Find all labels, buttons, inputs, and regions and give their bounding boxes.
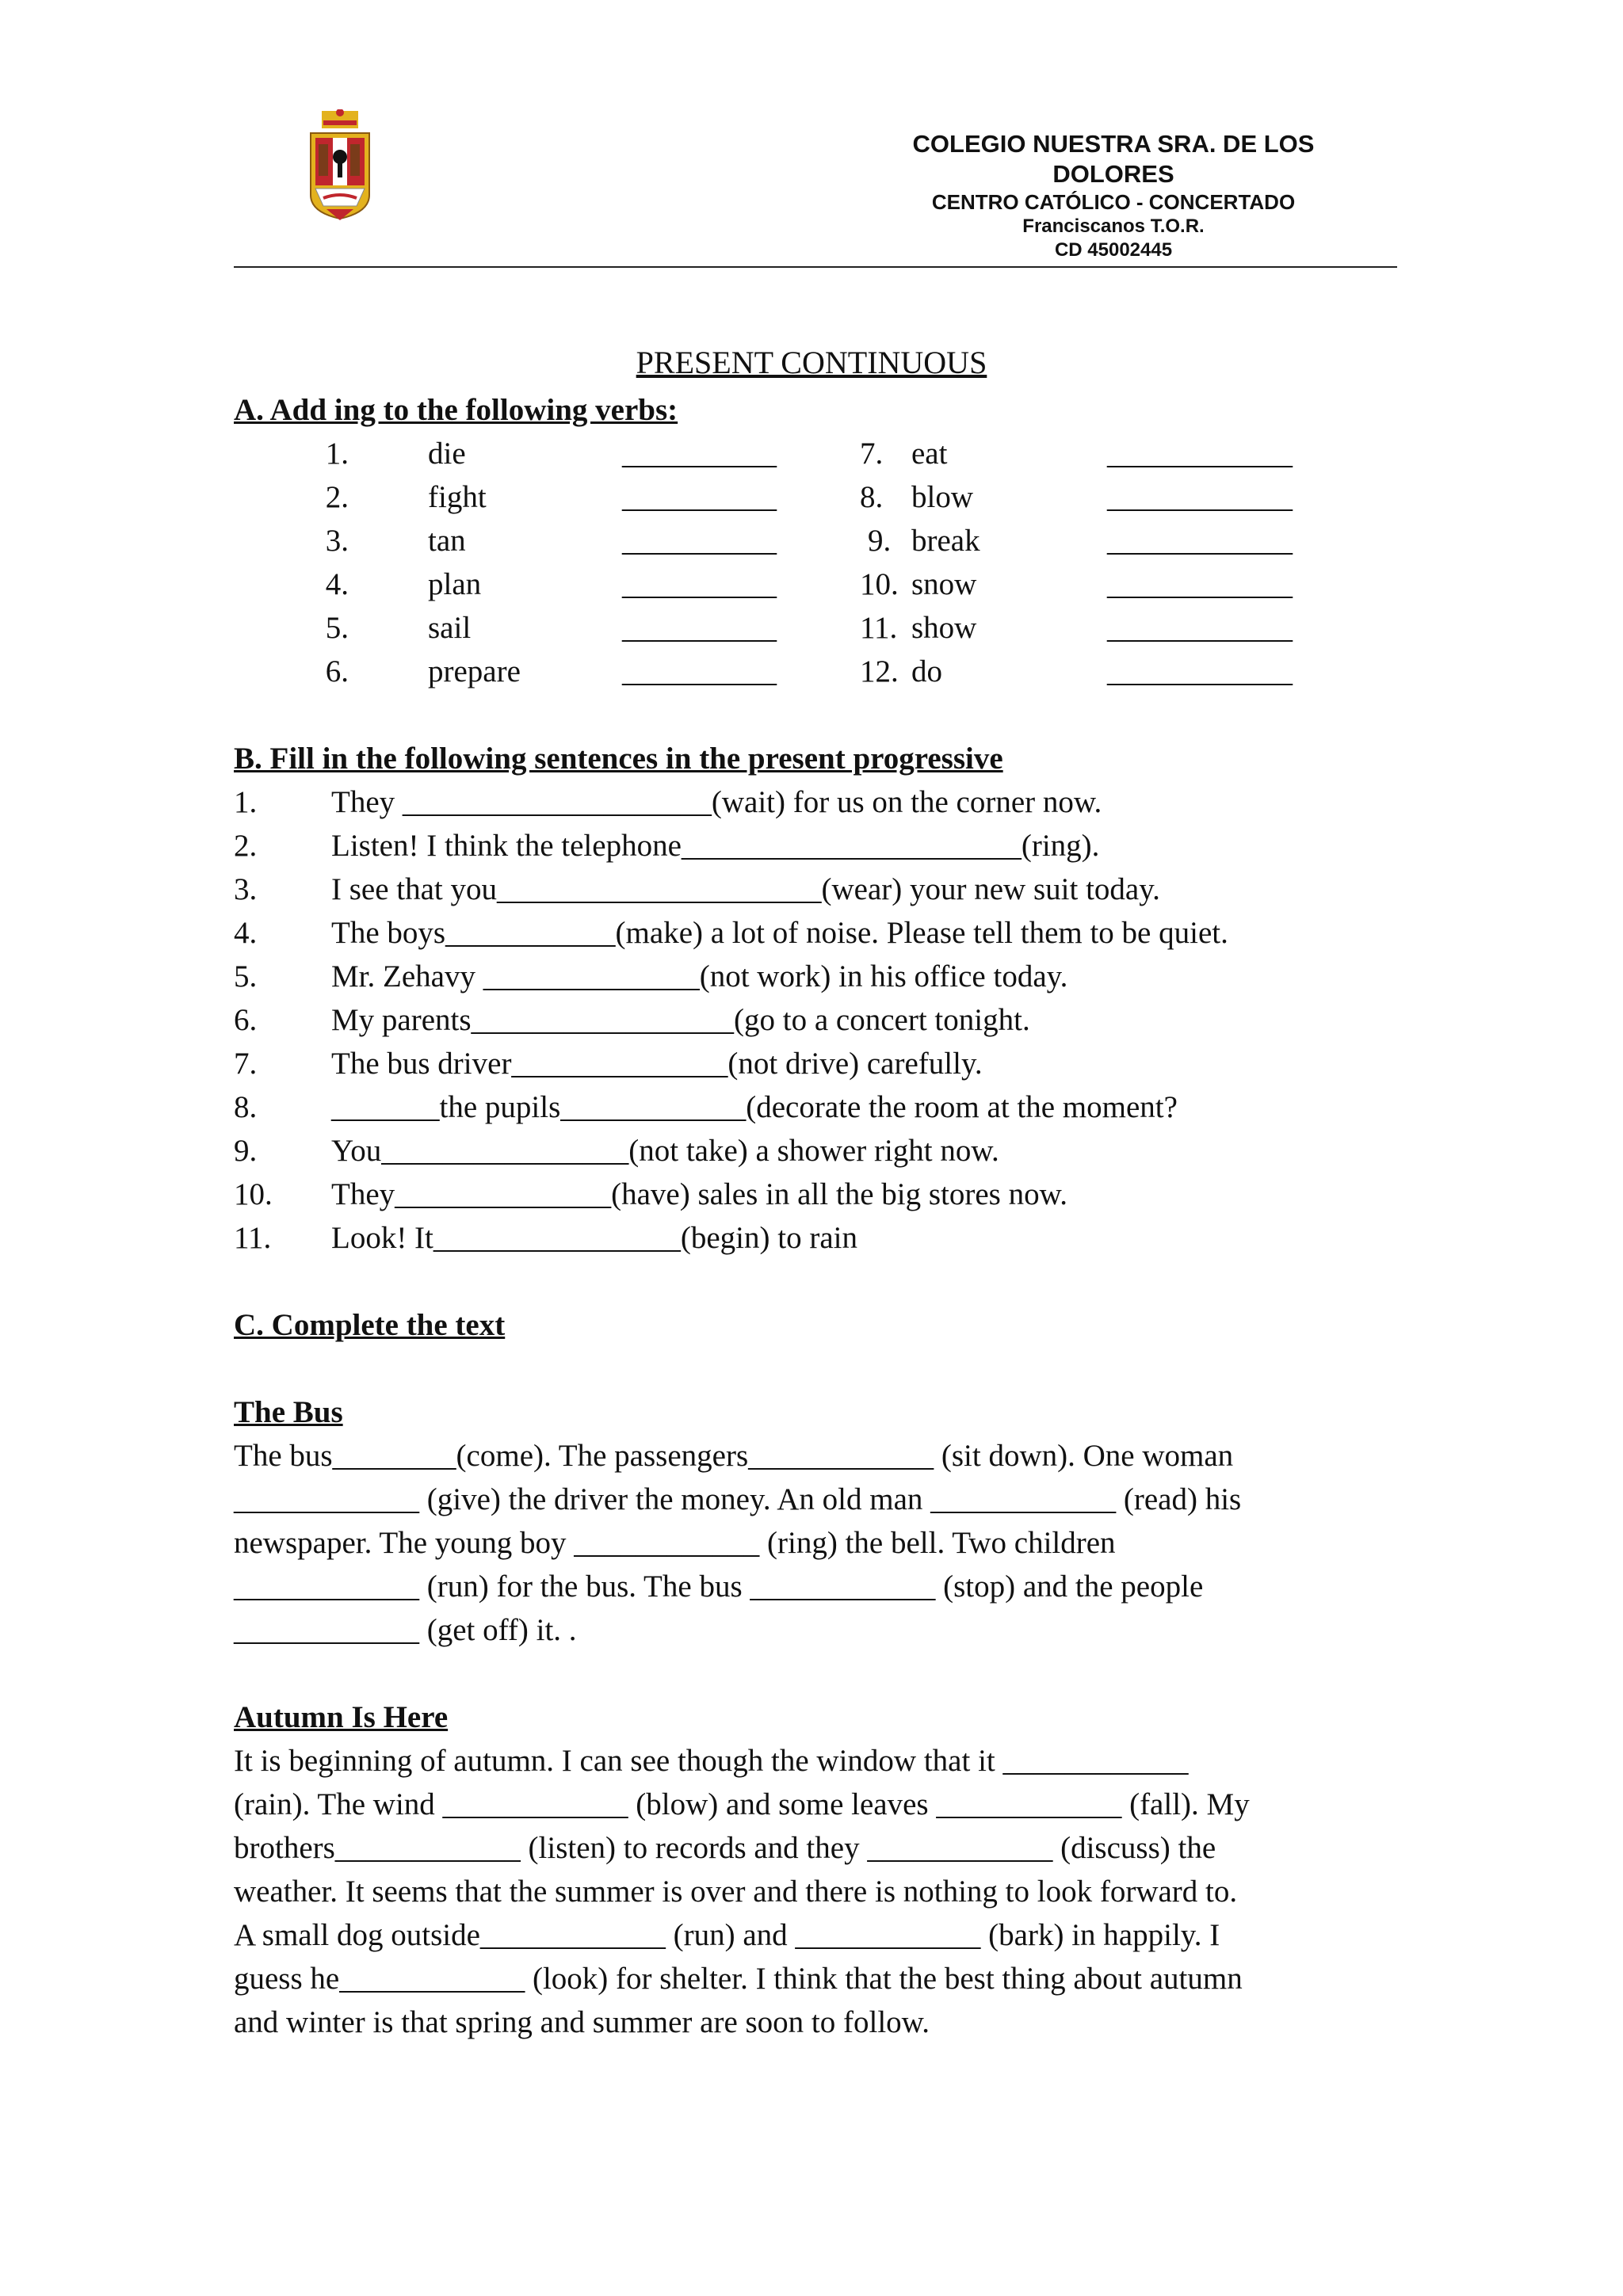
- sentence-text: My parents_________________(go to a concert tonight.: [331, 1003, 1030, 1037]
- sentence-number: 2.: [234, 829, 258, 863]
- verb-word: die: [428, 437, 466, 471]
- verb-number: 11.: [860, 611, 898, 645]
- sentence-item[interactable]: [234, 1216, 1391, 1260]
- autumn-text-line: weather. It seems that the summer is over and there is nothing to look forward to.: [234, 1875, 1238, 1909]
- sentence-text: They______________(have) sales in all the big stores now.: [331, 1177, 1067, 1211]
- verb-word: snow: [911, 567, 977, 601]
- school-order-line: Franciscanos T.O.R.: [1022, 215, 1205, 237]
- school-name-line2: DOLORES: [1052, 160, 1174, 188]
- answer-blank[interactable]: ____________: [1107, 654, 1293, 688]
- answer-blank[interactable]: ____________: [1107, 611, 1293, 645]
- section-c-heading: C. Complete the text: [234, 1308, 506, 1342]
- sentence-item[interactable]: [234, 1085, 1391, 1129]
- autumn-text-line[interactable]: guess he____________ (look) for shelter. I think that the best thing about autumn: [234, 1962, 1243, 1996]
- answer-blank[interactable]: ____________: [1107, 567, 1293, 601]
- sentence-text: Look! It________________(begin) to rain: [331, 1221, 857, 1255]
- verb-word: do: [911, 654, 942, 688]
- bus-text-line[interactable]: newspaper. The young boy ____________ (ring) the bell. Two children: [234, 1526, 1116, 1560]
- sentence-item[interactable]: [234, 998, 1391, 1042]
- verb-number: 8.: [860, 480, 884, 514]
- verb-number: 7.: [860, 437, 884, 471]
- sentence-number: 6.: [234, 1003, 258, 1037]
- school-type-line: CENTRO CATÓLICO - CONCERTADO: [931, 190, 1296, 214]
- sentence-text: You________________(not take) a shower right now.: [331, 1134, 999, 1168]
- answer-blank[interactable]: __________: [622, 611, 777, 645]
- verb-number: 12.: [860, 654, 899, 688]
- school-name-line1: COLEGIO NUESTRA SRA. DE LOS: [912, 130, 1315, 158]
- answer-blank[interactable]: ____________: [1107, 437, 1293, 471]
- verb-word: blow: [911, 480, 973, 514]
- school-crest-logo: [306, 109, 374, 224]
- sentence-number: 1.: [234, 785, 258, 819]
- sentence-number: 11.: [234, 1221, 272, 1255]
- verb-word: eat: [911, 437, 948, 471]
- section-b-heading: B. Fill in the following sentences in the present progressive: [234, 742, 1003, 776]
- verb-number: 3.: [325, 524, 349, 558]
- sentence-number: 4.: [234, 916, 258, 950]
- verb-number: 4.: [325, 567, 349, 601]
- page-title: PRESENT CONTINUOUS: [636, 345, 987, 380]
- sentence-item[interactable]: [234, 780, 1391, 824]
- sentence-item[interactable]: [234, 824, 1391, 868]
- verb-number: 9.: [868, 524, 892, 558]
- bus-text-line[interactable]: ____________ (run) for the bus. The bus ____________ (stop) and the people: [234, 1569, 1204, 1604]
- bus-text-title: The Bus: [234, 1395, 343, 1429]
- sentence-item[interactable]: [234, 1129, 1391, 1173]
- answer-blank[interactable]: ____________: [1107, 524, 1293, 558]
- answer-blank[interactable]: __________: [622, 437, 777, 471]
- sentence-text: Listen! I think the telephone______________________(ring).: [331, 829, 1100, 863]
- verb-word: plan: [428, 567, 482, 601]
- answer-blank[interactable]: __________: [622, 524, 777, 558]
- verb-word: fight: [428, 480, 487, 514]
- sentence-number: 10.: [234, 1177, 273, 1211]
- sentence-number: 5.: [234, 959, 258, 994]
- sentence-number: 3.: [234, 872, 258, 906]
- verb-number: 1.: [325, 437, 349, 471]
- verb-word: tan: [428, 524, 466, 558]
- sentence-text: The bus driver______________(not drive) carefully.: [331, 1047, 983, 1081]
- autumn-text-line[interactable]: brothers____________ (listen) to records and they ____________ (discuss) the: [234, 1831, 1216, 1865]
- sentence-text: Mr. Zehavy ______________(not work) in his office today.: [331, 959, 1068, 994]
- autumn-text-line[interactable]: (rain). The wind ____________ (blow) and some leaves ____________ (fall). My: [234, 1787, 1250, 1821]
- school-header: [876, 129, 1351, 262]
- sentence-item[interactable]: [234, 868, 1391, 911]
- bus-text-line[interactable]: The bus________(come). The passengers____________ (sit down). One woman: [234, 1439, 1234, 1473]
- answer-blank[interactable]: __________: [622, 567, 777, 601]
- sentence-item[interactable]: [234, 1042, 1391, 1085]
- sentence-item[interactable]: [234, 955, 1391, 998]
- sentence-number: 7.: [234, 1047, 258, 1081]
- sentence-text: _______the pupils____________(decorate the room at the moment?: [331, 1090, 1178, 1124]
- sentence-text: The boys___________(make) a lot of noise. Please tell them to be quiet.: [331, 916, 1228, 950]
- answer-blank[interactable]: __________: [622, 480, 777, 514]
- bus-text-line[interactable]: ____________ (give) the driver the money. An old man ____________ (read) his: [234, 1482, 1242, 1516]
- sentence-number: 8.: [234, 1090, 258, 1124]
- autumn-text-line[interactable]: A small dog outside____________ (run) and ____________ (bark) in happily. I: [234, 1918, 1220, 1952]
- verb-word: break: [911, 524, 980, 558]
- sentence-text: They ____________________(wait) for us on the corner now.: [331, 785, 1102, 819]
- header-divider: [234, 266, 1397, 268]
- autumn-text-line[interactable]: It is beginning of autumn. I can see though the window that it ____________: [234, 1744, 1189, 1778]
- verb-word: prepare: [428, 654, 521, 688]
- sentence-number: 9.: [234, 1134, 258, 1168]
- sentence-item[interactable]: [234, 911, 1391, 955]
- sentence-item[interactable]: [234, 1173, 1391, 1216]
- sentence-text: I see that you_____________________(wear) your new suit today.: [331, 872, 1160, 906]
- school-code-line: CD 45002445: [1054, 239, 1173, 261]
- section-a-heading: A. Add ing to the following verbs:: [234, 393, 678, 427]
- autumn-text-title: Autumn Is Here: [234, 1700, 449, 1734]
- bus-text-line[interactable]: ____________ (get off) it. .: [234, 1613, 577, 1647]
- verb-number: 5.: [325, 611, 349, 645]
- verb-number: 2.: [325, 480, 349, 514]
- verb-number: 10.: [860, 567, 899, 601]
- answer-blank[interactable]: ____________: [1107, 480, 1293, 514]
- verb-number: 6.: [325, 654, 349, 688]
- answer-blank[interactable]: __________: [622, 654, 777, 688]
- verb-word: show: [911, 611, 977, 645]
- verb-word: sail: [428, 611, 472, 645]
- autumn-text-line: and winter is that spring and summer are soon to follow.: [234, 2005, 930, 2039]
